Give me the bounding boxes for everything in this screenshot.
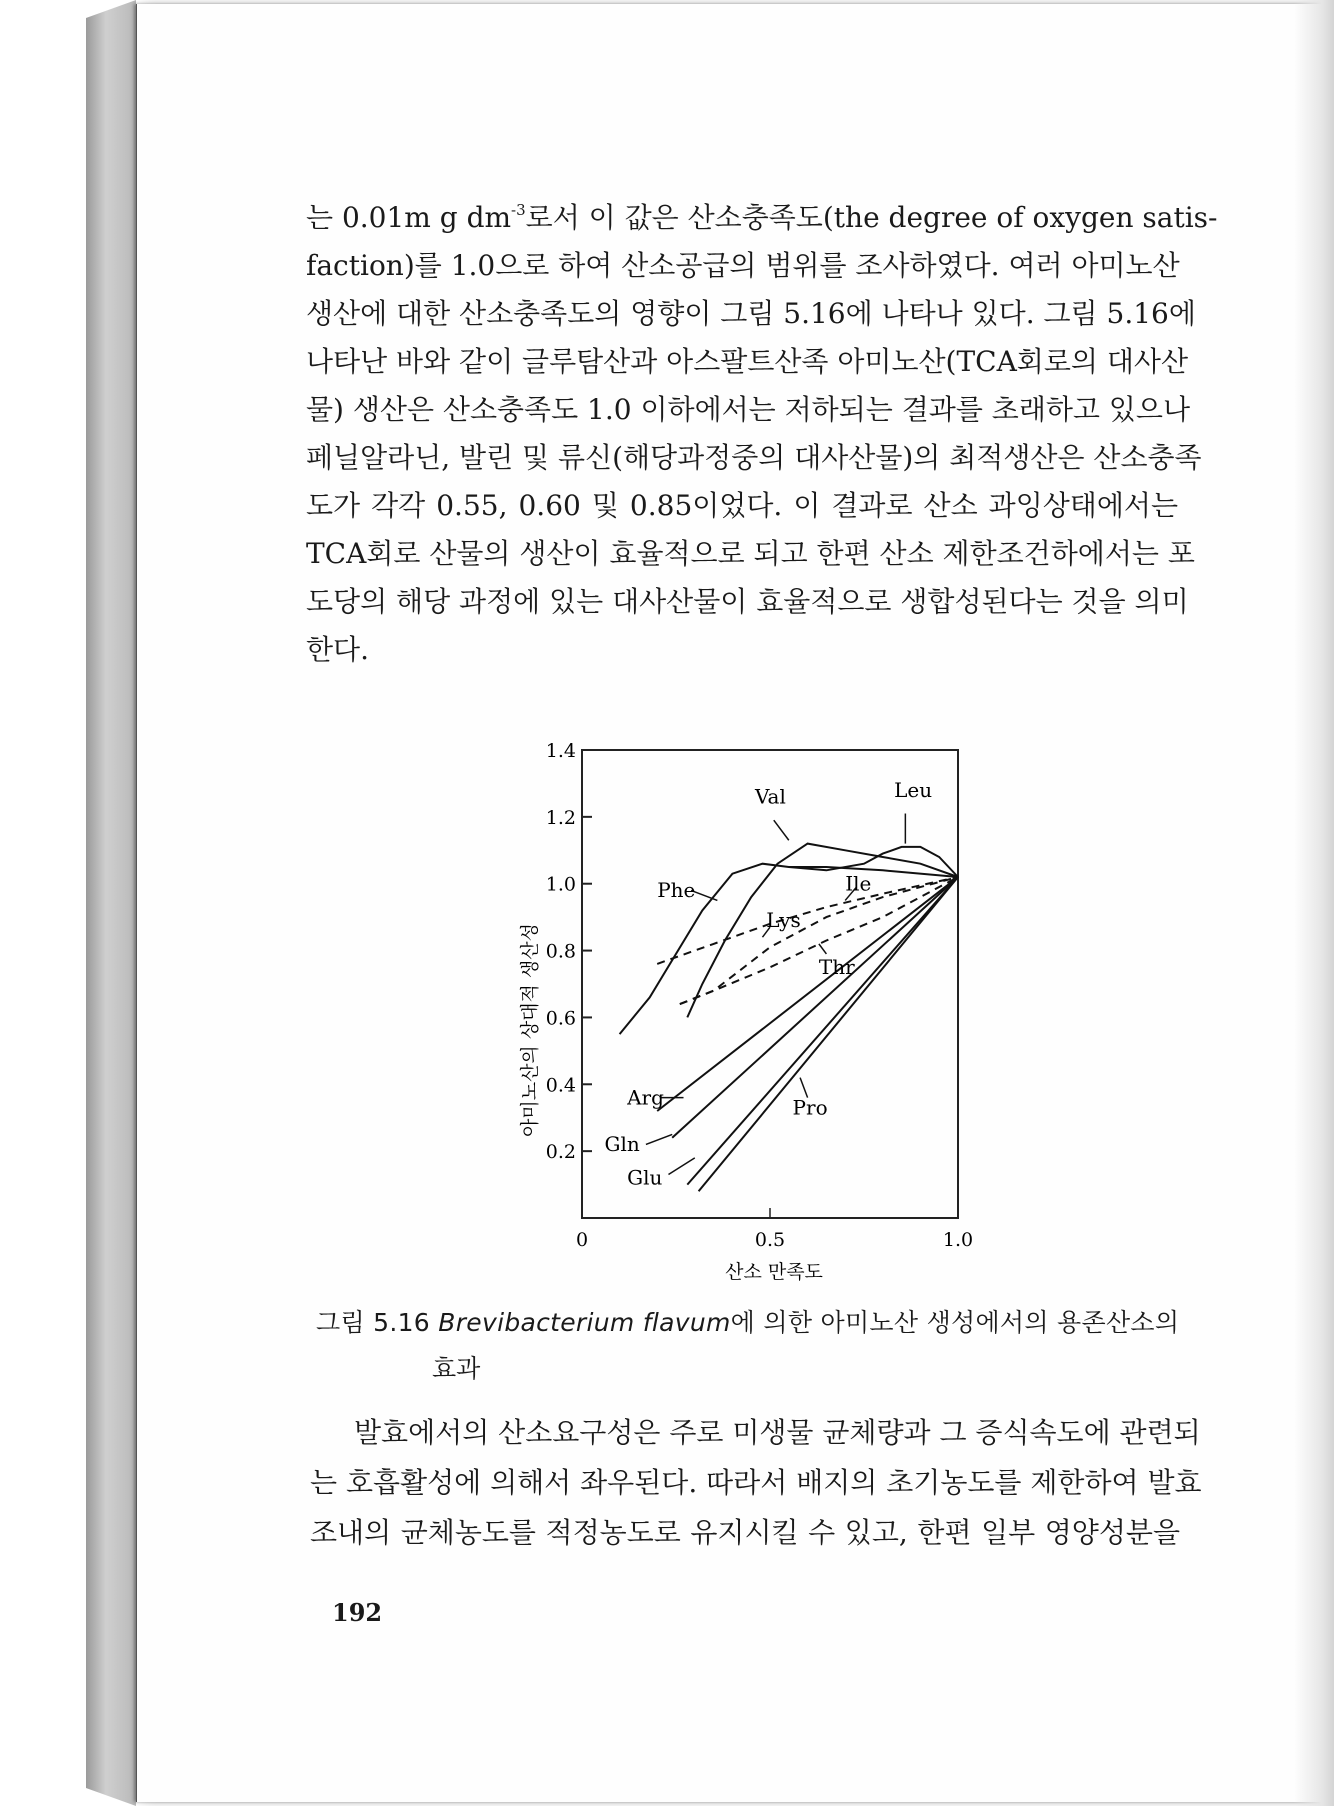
caption-text-1: 에 의한 아미노산 생성에서의 용존산소의: [730, 1308, 1180, 1337]
x-axis-label: 산소 만족도: [725, 1261, 823, 1283]
y-tick-label: 0.4: [545, 1074, 576, 1097]
book-spine: [86, 0, 136, 1806]
paragraph-1-line: 한다.: [306, 633, 369, 666]
paragraph-1-line: faction)를 1.0으로 하여 산소공급의 범위를 조사하였다. 여러 아미노산: [306, 249, 1180, 282]
paragraph-1-line-1: [306, 186, 1218, 242]
series-label-val: Val: [754, 784, 786, 809]
y-tick-label: 1.4: [545, 740, 576, 762]
series-leader-gln: [646, 1134, 672, 1144]
caption-number: 그림 5.16: [316, 1308, 431, 1337]
paragraph-2-line: 는 호흡활성에 의해서 좌우된다. 따라서 배지의 초기농도를 제한하여 발효: [310, 1466, 1202, 1499]
page-edge-shadow: [1294, 0, 1334, 1806]
series-label-phe: Phe: [657, 878, 696, 903]
line1-suffix: 로서 이 값은 산소충족도(the degree of oxygen satis-: [525, 201, 1218, 234]
y-tick-label: 1.2: [545, 806, 576, 829]
paragraph-1-line: 도가 각각 0.55, 0.60 및 0.85이었다. 이 결과로 산소 과잉상태에서는: [306, 489, 1178, 522]
series-line-lys: [657, 877, 958, 964]
figure-caption: [316, 1300, 1186, 1392]
paragraph-1: [306, 186, 1218, 674]
series-leader-glu: [668, 1158, 694, 1175]
series-line-pro: [699, 877, 958, 1191]
y-tick-label: 0.6: [545, 1007, 576, 1030]
paragraph-1-line: 도당의 해당 과정에 있는 대사산물이 효율적으로 생합성된다는 것을 의미: [306, 585, 1189, 618]
series-label-glu: Glu: [627, 1165, 663, 1190]
line1-prefix: 는 0.01m g dm: [306, 201, 512, 234]
series-label-gln: Gln: [604, 1132, 640, 1157]
series-label-pro: Pro: [792, 1095, 828, 1120]
series-label-arg: Arg: [627, 1085, 664, 1110]
series-label-thr: Thr: [818, 954, 855, 979]
paragraph-2: [310, 1408, 1202, 1558]
figure-5-16: [506, 738, 986, 1298]
paragraph-1-line: 물) 생산은 산소충족도 1.0 이하에서는 저하되는 결과를 초래하고 있으나: [306, 393, 1191, 426]
series-line-glu: [687, 877, 958, 1185]
amino-acid-chart: [506, 738, 986, 1298]
paragraph-2-line: 발효에서의 산소요구성은 주로 미생물 균체량과 그 증식속도에 관련되: [354, 1416, 1201, 1449]
paragraph-1-line: 생산에 대한 산소충족도의 영향이 그림 5.16에 나타나 있다. 그림 5.16에: [306, 297, 1196, 330]
paragraph-1-line: 페닐알라닌, 발린 및 류신(해당과정중의 대사산물)의 최적생산은 산소충족: [306, 441, 1202, 474]
x-tick-label: 0.5: [754, 1229, 786, 1251]
series-label-ile: Ile: [845, 871, 872, 896]
paragraph-1-line: 나타난 바와 같이 글루탐산과 아스팔트산족 아미노산(TCA회로의 대사산: [306, 345, 1188, 378]
series-line-leu: [789, 847, 958, 877]
y-tick-label: 0.2: [545, 1141, 576, 1164]
series-label-leu: Leu: [894, 777, 933, 802]
series-leader-val: [774, 820, 789, 840]
y-axis-label: 아미노산의 상대적 생산성: [519, 923, 541, 1137]
page-number: 192: [332, 1598, 383, 1627]
paragraph-1-line: TCA회로 산물의 생산이 효율적으로 되고 한편 산소 제한조건하에서는 포: [306, 537, 1195, 570]
paragraph-2-line: 조내의 균체농도를 적정농도로 유지시킬 수 있고, 한편 일부 영양성분을: [310, 1516, 1180, 1549]
x-tick-label: 1.0: [942, 1229, 974, 1251]
caption-line-1: [316, 1300, 1186, 1346]
y-tick-label: 1.0: [545, 873, 576, 896]
superscript: -3: [511, 201, 526, 219]
y-tick-label: 0.8: [545, 940, 576, 963]
series-leader-thr: [819, 944, 827, 954]
series-label-lys: Lys: [766, 908, 801, 933]
caption-line-2: 효과: [432, 1354, 481, 1383]
caption-species: Brevibacterium flavum: [438, 1308, 731, 1337]
x-tick-label: 0: [575, 1229, 589, 1251]
